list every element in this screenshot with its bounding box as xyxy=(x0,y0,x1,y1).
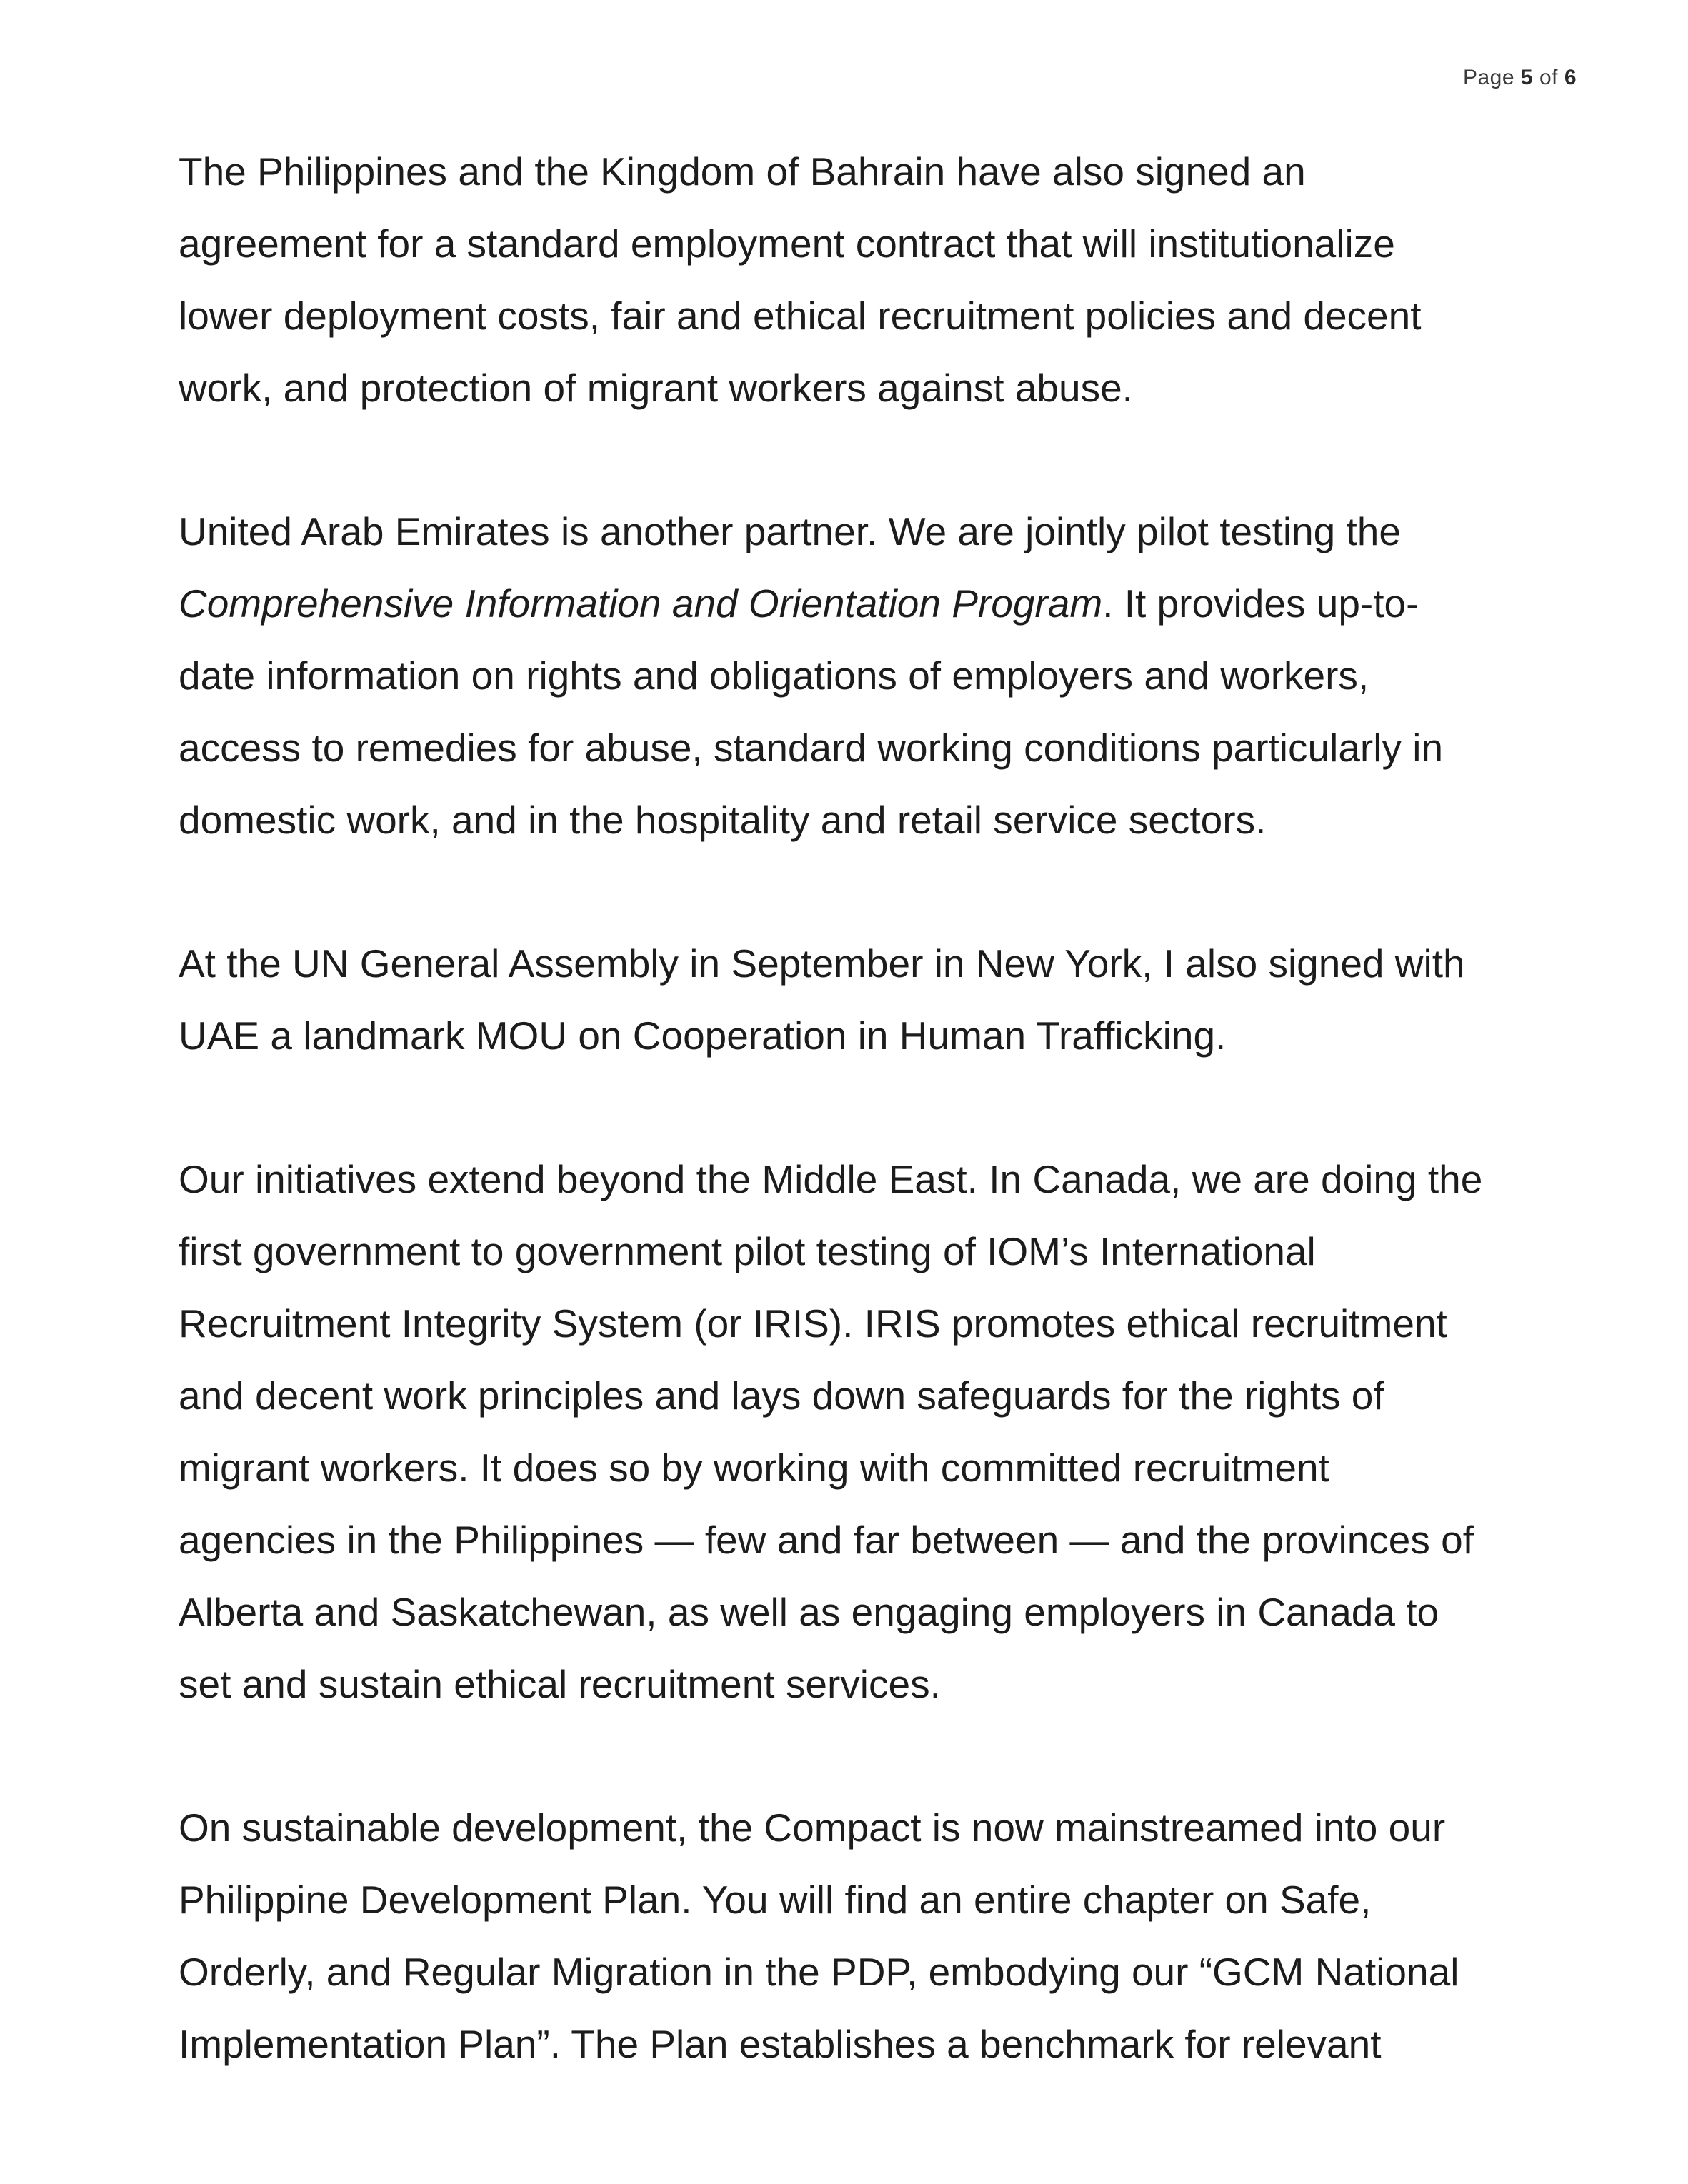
text-line: first government to government pilot testing of IOM’s International xyxy=(179,1229,1316,1273)
text-line: The Philippines and the Kingdom of Bahrain have also signed an xyxy=(179,149,1306,194)
text-line: migrant workers. It does so by working with committed recruitment xyxy=(179,1446,1329,1490)
text-line: Our initiatives extend beyond the Middle East. In Canada, we are doing the xyxy=(179,1157,1483,1201)
text-line: date information on rights and obligations of employers and workers, xyxy=(179,653,1369,698)
paragraph-un-general-assembly xyxy=(179,928,1607,1072)
text-fragment: . It provides up-to- xyxy=(1102,581,1419,626)
text-line: Alberta and Saskatchewan, as well as engaging employers in Canada to xyxy=(179,1590,1439,1634)
text-line: Orderly, and Regular Migration in the PDP, embodying our “GCM National xyxy=(179,1950,1459,1994)
page-label: Page xyxy=(1462,66,1515,89)
paragraph-sustainable-development xyxy=(179,1792,1607,2080)
text-line: work, and protection of migrant workers against abuse. xyxy=(179,366,1133,410)
page-of: of xyxy=(1539,66,1558,89)
text-line: At the UN General Assembly in September in New York, I also signed with xyxy=(179,941,1465,986)
paragraph-canada xyxy=(179,1143,1607,1720)
text-line: agreement for a standard employment contract that will institutionalize xyxy=(179,221,1395,266)
paragraph-uae xyxy=(179,496,1607,856)
text-line: United Arab Emirates is another partner. We are jointly pilot testing the xyxy=(179,509,1401,553)
text-line: and decent work principles and lays down safeguards for the rights of xyxy=(179,1373,1384,1418)
program-title: Comprehensive Information and Orientation Program xyxy=(179,581,1103,626)
text-line: access to remedies for abuse, standard working conditions particularly in xyxy=(179,726,1444,770)
page-current: 5 xyxy=(1520,66,1534,89)
text-line: agencies in the Philippines — few and far between — and the provinces of xyxy=(179,1518,1474,1562)
text-line xyxy=(179,568,1607,640)
text-line: Recruitment Integrity System (or IRIS). IRIS promotes ethical recruitment xyxy=(179,1301,1447,1346)
page-number xyxy=(1463,66,1577,90)
text-line: Implementation Plan”. The Plan establishes a benchmark for relevant xyxy=(179,2022,1382,2066)
paragraph-bahrain xyxy=(179,136,1607,424)
document-body xyxy=(179,136,1607,2152)
text-line: set and sustain ethical recruitment services. xyxy=(179,1662,941,1706)
text-line: On sustainable development, the Compact is now mainstreamed into our xyxy=(179,1805,1446,1850)
page-total: 6 xyxy=(1564,66,1577,89)
text-line: Philippine Development Plan. You will find an entire chapter on Safe, xyxy=(179,1878,1372,1922)
text-line: UAE a landmark MOU on Cooperation in Human Trafficking. xyxy=(179,1013,1227,1058)
text-line: lower deployment costs, fair and ethical recruitment policies and decent xyxy=(179,294,1422,338)
text-line: domestic work, and in the hospitality and retail service sectors. xyxy=(179,798,1267,842)
